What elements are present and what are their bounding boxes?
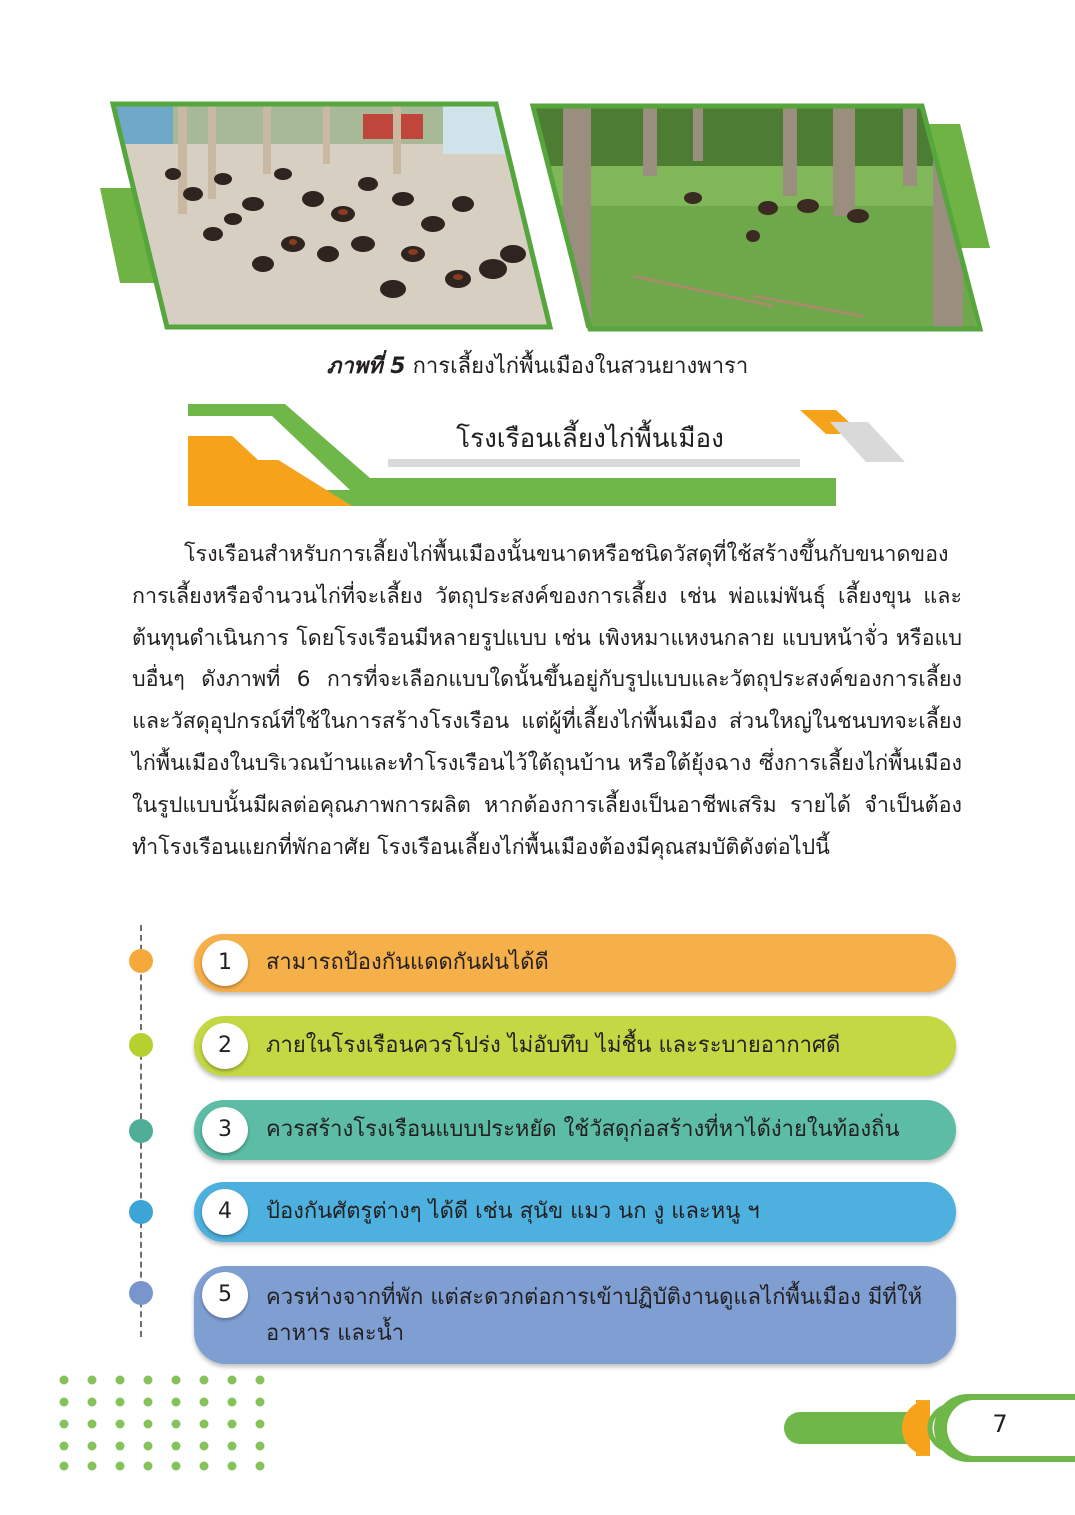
figure-caption-text: การเลี้ยงไก่พื้นเมืองในสวนยางพารา [405, 354, 749, 379]
list-item-number: 3 [202, 1107, 248, 1153]
timeline-dot [129, 1119, 153, 1143]
list-item [194, 934, 956, 992]
list-item-number: 4 [202, 1189, 248, 1235]
timeline-dot [129, 1033, 153, 1057]
photo-frame-left [110, 101, 556, 331]
body-paragraph: โรงเรือนสำหรับการเลี้ยงไก่พื้นเมืองนั้นขนาดหรือชนิดวัสดุที่ใช้สร้างขึ้นกับขนาดของการเลี้ยงหรือจำนวนไก่ที่จะเลี้ยง วัตถุประสงค์ของการเลี้ยง เช่น พ่อแม่พันธุ์ เลี้ยงขุน และต้นทุนดำเนินการ โดยโรงเรือนมีหลายรูปแบบ เช่น เพิงหมาแหงนกลาย แบบหน้าจั่ว หรือแบบอื่นๆ ดังภาพที่ 6 การที่จะเลือกแบบใดนั้นขึ้นอยู่กับรูปแบบและวัตถุประสงค์ของการเลี้ยง และวัสดุอุปกรณ์ที่ใช้ในการสร้างโรงเรือน แต่ผู้ที่เลี้ยงไก่พื้นเมือง ส่วนใหญ่ในชนบทจะเลี้ยงไก่พื้นเมืองในบริเวณบ้านและทำโรงเรือนไว้ใต้ถุนบ้าน หรือใต้ยุ้งฉาง ซึ่งการเลี้ยงไก่พื้นเมืองในรูปแบบนั้นมีผลต่อคุณภาพการผลิต หากต้องการเลี้ยงเป็นอาชีพเสริม รายได้ จำเป็นต้องทำโรงเรือนแยกที่พักอาศัย โรงเรือนเลี้ยงไก่พื้นเมืองต้องมีคุณสมบัติดังต่อไปนี้ [132, 542, 962, 860]
list-item-text: ภายในโรงเรือนควรโปร่ง ไม่อับทึบ ไม่ชื้น และระบายอากาศดี [266, 1033, 841, 1058]
list-item [194, 1266, 956, 1364]
page-number-tab [780, 1388, 1075, 1468]
list-item-text: ควรสร้างโรงเรือนแบบประหยัด ใช้วัสดุก่อสร้างที่หาได้ง่ายในท้องถิ่น [266, 1117, 900, 1142]
list-item [194, 1182, 956, 1242]
timeline-dot [129, 949, 153, 973]
dot-pattern-decoration [56, 1372, 288, 1472]
list-item-number: 2 [202, 1023, 248, 1069]
timeline-dot [129, 1200, 153, 1224]
section-title: โรงเรือนเลี้ยงไก่พื้นเมือง [456, 424, 724, 454]
list-item-number: 1 [202, 940, 248, 986]
list-item [194, 1016, 956, 1076]
list-item-number: 5 [202, 1272, 248, 1318]
list-item-text: ควรห่างจากที่พัก แต่สะดวกต่อการเข้าปฏิบัติงานดูแลไก่พื้นเมือง มีที่ให้อาหาร และน้ำ [266, 1285, 923, 1346]
page-number: 7 [992, 1410, 1008, 1438]
list-item [194, 1100, 956, 1160]
list-item-text: สามารถป้องกันแดดกันฝนได้ดี [266, 950, 549, 975]
timeline-dot [129, 1281, 153, 1305]
figure-caption-label: ภาพที่ 5 [326, 354, 406, 379]
list-item-text: ป้องกันศัตรูต่างๆ ได้ดี เช่น สุนัข แมว นก งู และหนู ฯ [266, 1199, 760, 1224]
photo-frame-right [530, 103, 984, 333]
figure-caption [0, 348, 1075, 383]
